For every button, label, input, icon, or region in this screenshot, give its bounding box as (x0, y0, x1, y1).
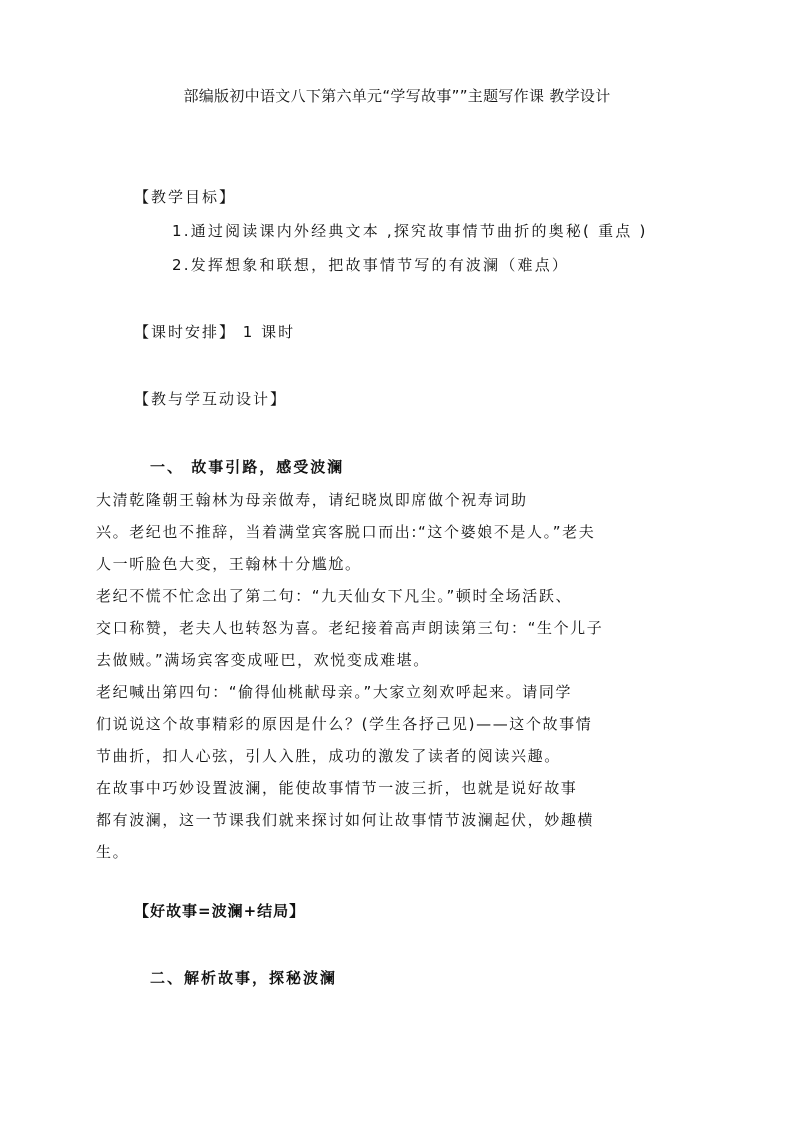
story-formula: 【好故事=波澜+结局】 (134, 902, 306, 920)
paragraph-line: 人一听脸色大变，王翰林十分尴尬。 (96, 555, 362, 573)
document-title: 部编版初中语文八下第六单元“学写故事””主题写作课 教学设计 (183, 87, 611, 105)
section-2-heading: 二、解析故事，探秘波澜 (150, 969, 338, 987)
paragraph-line: 节曲折，扣人心弦，引人入胜，成功的激发了读者的阅读兴趣。 (96, 747, 561, 765)
paragraph-line: 生。 (96, 843, 130, 861)
objectives-heading: 【教学目标】 (134, 188, 237, 206)
objective-2: 2.发挥想象和联想，把故事情节写的有波澜（难点） (172, 256, 570, 274)
paragraph-line: 都有波澜，这一节课我们就来探讨如何让故事情节波澜起伏，妙趣横 (96, 811, 595, 829)
design-heading: 【教与学互动设计】 (134, 390, 288, 408)
paragraph-line: 去做贼。”满场宾客变成哑巴，欢悦变成难堪。 (96, 651, 430, 669)
paragraph-line: 兴。老纪也不推辞，当着满堂宾客脱口而出:“这个婆娘不是人。”老夫 (96, 523, 596, 541)
section-1-heading: 一、 故事引路，感受波澜 (150, 458, 345, 476)
paragraph-line: 老纪不慌不忙念出了第二句：“九天仙女下凡尘。”顿时全场活跃、 (96, 587, 573, 605)
schedule-line: 【课时安排】 1 课时 (134, 323, 296, 341)
paragraph-line: 们说说这个故事精彩的原因是什么？(学生各抒己见)——这个故事情 (96, 715, 593, 733)
objective-1: 1.通过阅读课内外经典文本 ,探究故事情节曲折的奥秘( 重点 ) (172, 222, 648, 240)
paragraph-4 (96, 772, 696, 868)
paragraph-line: 大清乾隆朝王翰林为母亲做寿，请纪晓岚即席做个祝寿词助 (96, 491, 528, 509)
paragraph-1 (96, 484, 696, 580)
paragraph-line: 老纪喊出第四句：“偷得仙桃献母亲。”大家立刻欢呼起来。请同学 (96, 683, 573, 701)
paragraph-2 (96, 580, 696, 676)
paragraph-line: 在故事中巧妙设置波澜，能使故事情节一波三折，也就是说好故事 (96, 779, 578, 797)
paragraph-line: 交口称赞，老夫人也转怒为喜。老纪接着高声朗读第三句：“生个儿子 (96, 619, 604, 637)
paragraph-3 (96, 676, 696, 772)
